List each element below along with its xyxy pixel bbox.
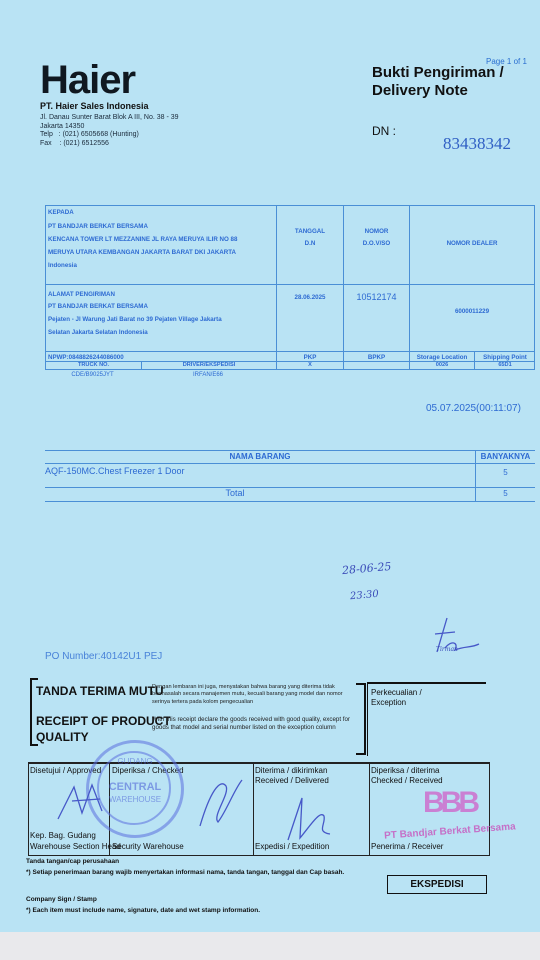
recipient-signature [425, 612, 485, 662]
nomor-header: NOMOR [364, 228, 389, 235]
delivery-address-2: Selatan Jakarta Selatan Indonesia [48, 329, 148, 336]
checked-label: Diperiksa / Checked [112, 766, 184, 775]
expedition-signature [280, 790, 340, 845]
document-title: Bukti Pengiriman / Delivery Note [372, 64, 504, 99]
pkp-header: PKP [303, 354, 317, 361]
consignee-label: KEPADA [48, 209, 74, 216]
total-qty: 5 [503, 489, 508, 498]
company-address: Jl. Danau Sunter Barat Blok A III, No. 38 - 39 Jakarta 14350 Telp : (021) 6505668 (Hunting) Fax : (021) 6512556 [40, 114, 179, 147]
checker-signature [190, 772, 250, 832]
handwritten-date: 28-06-25 [341, 559, 392, 578]
date-value: 28.06.2025 [294, 294, 326, 301]
receipt-text-id: Dengan lembaran ini juga, menyatakan bahwa barang yang diterima tidak bermasalah secara manajemen mutu, kecuali barang yang model dan nomor serinya tertera pada kolom pengecualian [152, 684, 343, 705]
bbb-stamp-logo: BBB [423, 786, 476, 819]
shipping-point-value: 65D1 [498, 362, 512, 368]
consignee-address-1: KENCANA TOWER LT MEZZANINE JL RAYA MERUYA ILIR NO 88 [48, 236, 238, 243]
receiver-footer: Penerima / Receiver [371, 842, 444, 851]
approver-signature [52, 775, 132, 825]
receipt-title-en-2: QUALITY [36, 730, 89, 744]
nomor-value: 10512174 [356, 292, 397, 302]
stamp-warehouse: WAREHOUSE [108, 795, 162, 804]
dealer-value: 6000011229 [454, 308, 490, 315]
signature-name: Tirman [436, 646, 458, 653]
receipt-title-en: RECEIPT OF PRODUCT [36, 714, 171, 728]
storage-location-header: Storage Location [416, 354, 468, 361]
item-row-name: AQF-150MC.Chest Freezer 1 Door [45, 466, 185, 476]
storage-location-value: 0026 [435, 362, 449, 368]
truck-header: TRUCK NO. [77, 362, 110, 368]
delivery-info-grid [45, 205, 535, 370]
consignee-address-2: MERUYA UTARA KEMBANGAN JAKARTA BARAT DKI JAKARTA [48, 249, 237, 256]
total-label: Total [225, 488, 245, 498]
company-stamp-text: PT Bandjar Berkat Bersama [383, 821, 516, 842]
approved-footer-1: Kep. Bag. Gudang [30, 831, 96, 840]
item-qty-header: BANYAKNYA [480, 452, 531, 461]
consignee-address-3: Indonesia [48, 262, 77, 269]
npwp: NPWP:0848826244086000 [48, 354, 124, 361]
dn-number: 83438342 [443, 134, 511, 153]
received-footer: Expedisi / Expedition [255, 842, 330, 851]
stamp-central: CENTRAL [108, 781, 162, 793]
consignee-name: PT BANDJAR BERKAT BERSAMA [48, 223, 148, 230]
delivery-address-label: ALAMAT PENGIRIMAN [48, 291, 115, 298]
page-indicator: Page 1 of 1 [486, 57, 527, 66]
footer-sign-title: Tanda tangan/cap perusahaan [26, 858, 120, 865]
handwritten-time: 23:30 [349, 588, 380, 603]
footer-note-en: *) Each item must include name, signature, date and wet stamp information. [26, 907, 261, 914]
print-timestamp: 05.07.2025(00:11:07) [426, 403, 521, 414]
shipping-point-header: Shipping Point [483, 354, 527, 361]
checked-footer: Security Warehouse [112, 842, 184, 851]
exception-label: Perkecualian / Exception [371, 688, 422, 707]
driver-header: DRIVER/EKSPEDISI [182, 362, 236, 368]
approved-label: Disetujui / Approved [30, 766, 102, 775]
company-name: PT. Haier Sales Indonesia [40, 101, 149, 111]
approved-footer-2: Warehouse Section Head [30, 842, 121, 851]
tanggal-header: TANGGAL [294, 228, 326, 235]
items-table [45, 450, 535, 502]
po-number: PO Number:40142U1 PEJ [45, 651, 163, 662]
item-name-header: NAMA BARANG [229, 452, 291, 461]
haier-logo: Haier [40, 58, 136, 102]
receipt-title-id: TANDA TERIMA MUTU [36, 684, 164, 698]
driver-value: IRFAN/E66 [192, 372, 223, 378]
dealer-header: NOMOR DEALER [446, 240, 498, 247]
delivery-address-name: PT BANDJAR BERKAT BERSAMA [48, 303, 148, 310]
received-label: Diterima / dikirimkan Received / Delivered [255, 766, 329, 785]
bpkp-header: BPKP [367, 354, 386, 361]
stamp-gudang: GUDANG [117, 757, 153, 766]
item-row-qty: 5 [503, 468, 508, 477]
dn-label: DN : [372, 124, 396, 138]
nomor-subheader: D.O.V/SO [362, 240, 391, 247]
receipt-text-en: With this receipt declare the goods received with good quality, except for goods that model and serial number listed on the exception column [152, 716, 350, 731]
truck-value: CDE/B9025JYT [71, 372, 114, 378]
copy-label: EKSPEDISI [387, 875, 487, 894]
truck-row [45, 371, 230, 380]
footer-stamp-title: Company Sign / Stamp [26, 896, 97, 903]
footer-note-id: *) Setiap penerimaan barang wajib menyertakan informasi nama, tanda tangan, tanggal dan Cap basah. [26, 869, 345, 876]
tanggal-subheader: D.N [304, 240, 316, 247]
receiver-label: Diperiksa / diterima Checked / Received [371, 766, 443, 785]
pkp-value: X [308, 362, 312, 368]
delivery-address-1: Pejaten - Jl Warung Jati Barat no 39 Pejaten Village Jakarta [48, 316, 222, 323]
